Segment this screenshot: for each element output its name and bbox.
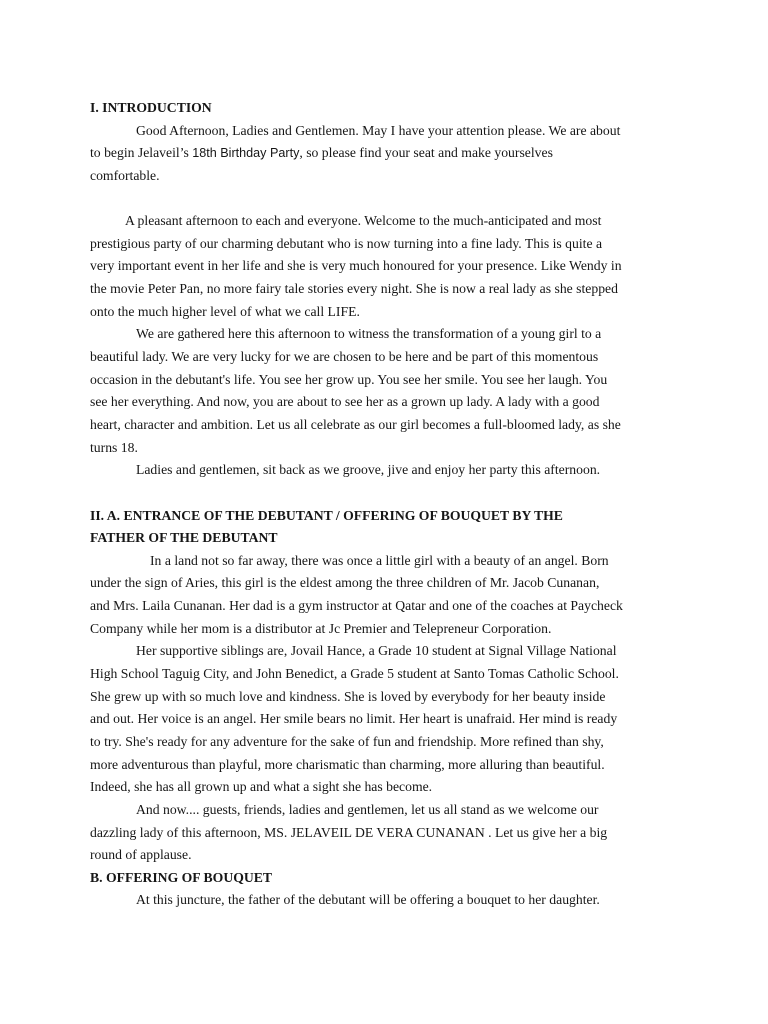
greeting-line: A pleasant afternoon to each and everyone. Welcome to the much-anticipated and most	[125, 213, 602, 229]
welcome-text-before: to begin Jelaveil’s	[90, 145, 189, 161]
bouquet-section	[90, 867, 768, 912]
entrance-section	[90, 505, 768, 867]
siblings-line: Her supportive siblings are, Jovail Hance, a Grade 10 student at Signal Village National	[136, 643, 617, 659]
gathered-line: beautiful lady. We are very lucky for we are chosen to be here and be part of this momentous	[90, 349, 599, 365]
welcome-line: Good Afternoon, Ladies and Gentlemen. May I have your attention please. We are about	[136, 122, 621, 138]
gathered-line: occasion in the debutant's life. You see her grow up. You see her smile. You see her laugh. You	[90, 371, 608, 387]
introduction-section	[90, 97, 768, 482]
welcome-call-line: round of applause.	[90, 847, 192, 863]
welcome-line: comfortable.	[90, 167, 160, 183]
welcome-call-paragraph	[90, 799, 768, 867]
siblings-line: High School Taguig City, and John Benedict, a Grade 5 student at Santo Tomas Catholic School.	[90, 666, 619, 682]
siblings-paragraph	[90, 640, 768, 798]
story-line: In a land not so far away, there was once a little girl with a beauty of an angel. Born	[150, 552, 609, 568]
welcome-call-line: dazzling lady of this afternoon, MS. JELAVEIL DE VERA CUNANAN . Let us give her a big	[90, 824, 608, 840]
siblings-line: and out. Her voice is an angel. Her smile bears no limit. Her heart is unafraid. Her mind is ready	[90, 711, 618, 727]
story-line: Company while her mom is a distributor at Jc Premier and Telepreneur Corporation.	[90, 620, 552, 636]
welcome-text-after: , so please find your seat and make yourselves	[299, 145, 553, 161]
blank-line	[90, 482, 768, 505]
gathered-line: We are gathered here this afternoon to witness the transformation of a young girl to a	[136, 326, 602, 342]
story-line: and Mrs. Laila Cunanan. Her dad is a gym instructor at Qatar and one of the coaches at Paycheck	[90, 598, 623, 614]
siblings-line: more adventurous than playful, more charismatic than charming, more alluring than beautiful.	[90, 756, 605, 772]
greeting-line: prestigious party of our charming debutant who is now turning into a fine lady. This is quite a	[90, 235, 603, 251]
gathered-paragraph	[90, 323, 768, 459]
story-paragraph	[90, 550, 768, 641]
siblings-line: She grew up with so much love and kindness. She is loved by everybody for her beauty inside	[90, 688, 606, 704]
greeting-line: very important event in her life and she is very much honoured for your presence. Like Wendy in	[90, 258, 622, 274]
entrance-heading: FATHER OF THE DEBUTANT	[90, 530, 278, 546]
siblings-line: to try. She's ready for any adventure for the sake of fun and friendship. More refined than shy,	[90, 733, 604, 749]
greeting-line: the movie Peter Pan, no more fairy tale stories every night. She is now a real lady as she stepped	[90, 281, 618, 297]
entrance-heading: II. A. ENTRANCE OF THE DEBUTANT / OFFERING OF BOUQUET BY THE	[90, 507, 563, 523]
closing-line: Ladies and gentlemen, sit back as we groove, jive and enjoy her party this afternoon.	[136, 462, 601, 478]
blank-line	[90, 188, 768, 211]
greeting-line: onto the much higher level of what we call LIFE.	[90, 303, 360, 319]
bouquet-line: At this juncture, the father of the debutant will be offering a bouquet to her daughter.	[136, 892, 600, 908]
welcome-call-line: And now.... guests, friends, ladies and gentlemen, let us all stand as we welcome our	[136, 801, 599, 817]
introduction-heading: I. INTRODUCTION	[90, 100, 212, 115]
welcome-line	[90, 142, 768, 165]
story-line: under the sign of Aries, this girl is the eldest among the three children of Mr. Jacob Cunanan,	[90, 575, 600, 591]
event-name: 18th Birthday Party	[192, 146, 300, 161]
gathered-line: see her everything. And now, you are about to see her as a grown up lady. A lady with a good	[90, 394, 600, 410]
bouquet-paragraph	[90, 889, 768, 912]
closing-paragraph	[90, 459, 768, 482]
welcome-paragraph	[90, 120, 768, 188]
gathered-line: heart, character and ambition. Let us all celebrate as our girl becomes a full-bloomed lady, as she	[90, 416, 621, 432]
bouquet-heading: B. OFFERING OF BOUQUET	[90, 869, 273, 885]
greeting-paragraph	[90, 210, 768, 323]
gathered-line: turns 18.	[90, 439, 138, 455]
siblings-line: Indeed, she has all grown up and what a sight she has become.	[90, 779, 433, 795]
